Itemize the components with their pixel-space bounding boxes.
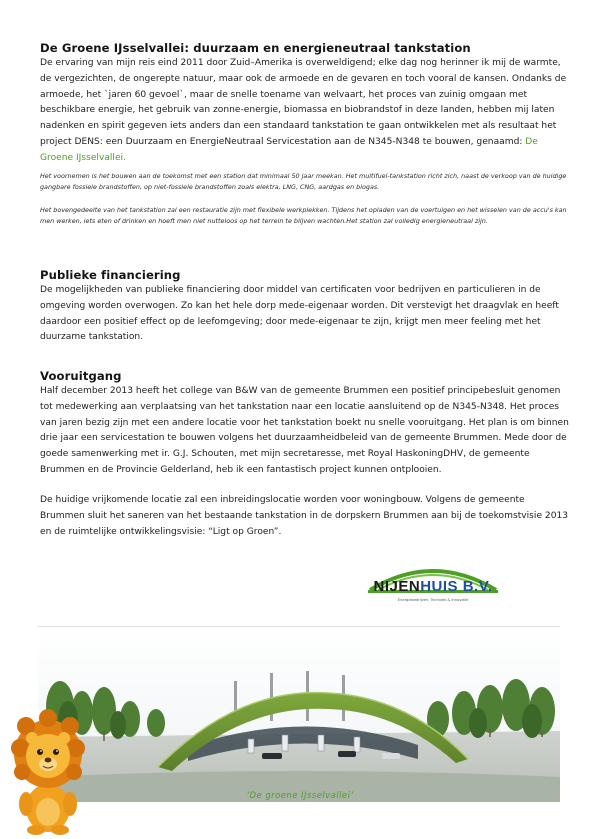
project-name-highlight: De Groene IJsselvallei. <box>40 136 538 163</box>
section-body-financiering: De mogelijkheden van publieke financiering door middel van certificaten voor bedrijven en particulieren in de omgeving worden overwogen. Zo kan het hele dorp mede-eigenaar worden. Dit verstevigt het draagvlak en heeft daardoor een positief effect op de leefomgeving; door mede-eigenaar te zijn, krijgt men meer feeling met het duurzame tankstation. <box>40 285 559 343</box>
logo-text-huis: HUIS <box>420 578 459 595</box>
logo-text-nijen: NIJEN <box>373 578 421 595</box>
section-body-vooruitgang-2: De huidige vrijkomende locatie zal een inbreidingslocatie worden voor woningbouw. Volgens de gemeente Brummen sluit het saneren van het bestaande tankstation in de dorpskern Brummen aan bij de toekomstvisie 2013 en de ruimtelijke ontwikkelingsvisie: “Ligt op Groen”. <box>40 495 569 537</box>
logo-text-bv: B.V. <box>462 578 493 595</box>
render-graphic <box>38 627 560 802</box>
italic-note-restauratie: Het bovengedeelte van het tankstation zal een restauratie zijn met flexibele werkplekken. Tijdens het opladen van de voertuigen en het wisselen van de accu's kan men werken, iets eten of drinken en hoeft men niet nutteloos op het terrein te blijven wachten.Het station zal volledig energieneutraal zijn. <box>40 206 567 225</box>
nijenhuis-logo <box>360 556 506 622</box>
lion-icon <box>10 704 86 836</box>
section-title-vooruitgang: Vooruitgang <box>40 369 122 383</box>
tankstation-render-image <box>38 626 560 802</box>
section-title-groene-ijsselvallei: De Groene IJsselvallei: duurzaam en energieneutraal tankstation <box>40 41 471 55</box>
lion-mascot <box>10 704 86 836</box>
section-body-vooruitgang: Half december 2013 heeft het college van B&W van de gemeente Brummen een positief principebesluit genomen tot medewerking aan verplaatsing van het tankstation naar een locatie aansluitend op de N345-N348. Het proces van jaren bezig zijn met een andere locatie voor het tankstation boekt nu snelle vooruitgang. Het plan is om binnen drie jaar een servicestation te bouwen volgens het duurzaamheidbeleid van de gemeente Brummen. Mede door de goede samenwerking met ir. G.J. Schouten, met mijn secretaresse, met Royal HaskoningDHV, de gemeente Brummen en de Provincie Gelderland, heb ik een fantastisch project kunnen ontplooien. <box>40 386 569 475</box>
italic-note-multifuel: Het voornemen is het bouwen aan de toekomst met een station dat minimaal 50 jaar meekan. Het multifuel-tankstation richt zich, naast de verkoop van de huidige gangbare fossiele brandstoffen, op niet-fossiele brandstoffen zoals elektra, LNG, CNG, aardgas en biogas. <box>40 172 567 191</box>
logo-wordmark <box>366 578 500 595</box>
intro-paragraph: De ervaring van mijn reis eind 2011 door Zuid–Amerika is overweldigend; elke dag nog herinner ik mij de warmte, de vergezichten, de ongerepte natuur, maar ook de armoede en de gevaren en toch vooral de kansen. Ondanks de armoede, het `jaren 60 gevoel`, maar de snelle toename van welvaart, het proces van zuinig omgaan met beschikbare energie, het gebruik van zonne-energie, biomassa en biobrandstof in deze landen, hebben mij laten nadenken en spirit gegeven iets anders dan een standaard tankstation te gaan ontwikkelen met als resultaat het project DENS: een Duurzaam en EnergieNeutraal Servicestation aan de N345-N348 te bouwen, genaamd: <box>40 58 567 147</box>
section-title-financiering: Publieke financiering <box>40 268 181 282</box>
image-caption: ‘De groene IJsselvallei’ <box>246 790 354 800</box>
logo-tagline: Energiebedrijven, Techniek & Innovatie <box>397 598 469 602</box>
section-body-groene-ijsselvallei <box>40 56 572 167</box>
